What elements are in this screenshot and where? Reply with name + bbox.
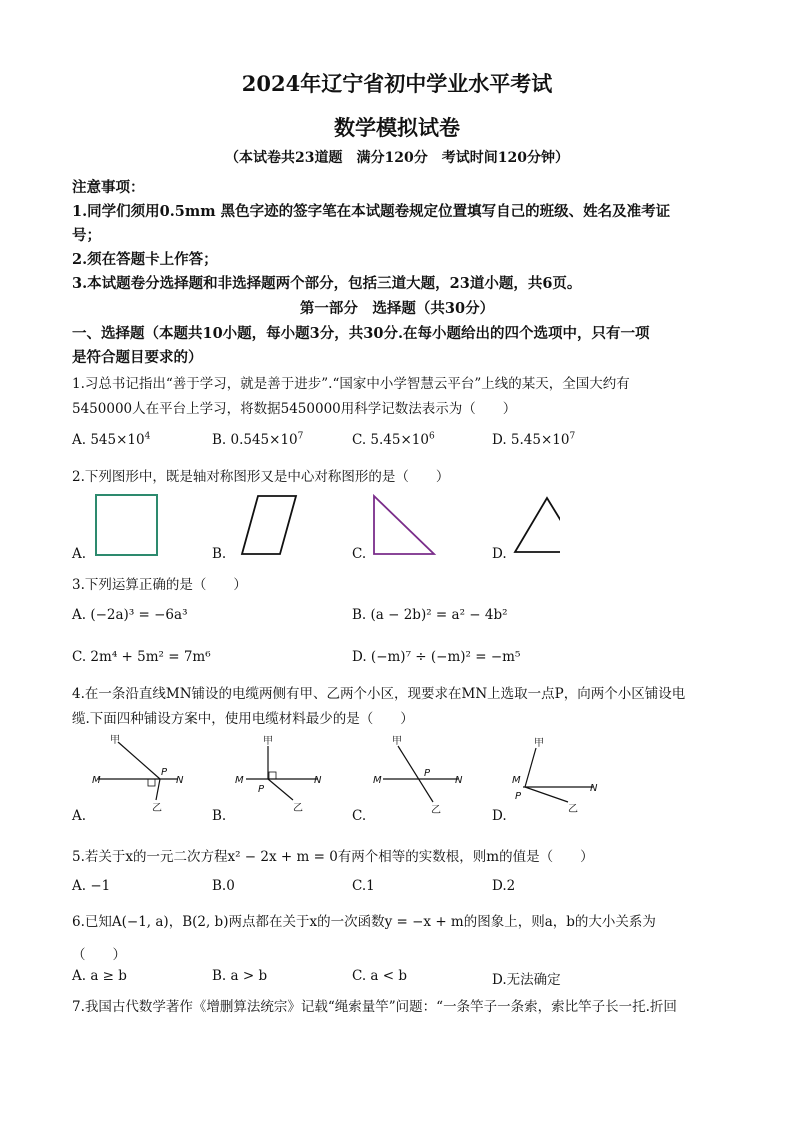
q5-stem: 5.若关于x的一元二次方程x² − 2x + m = 0有两个相等的实数根，则m的值是（ ）	[72, 849, 594, 865]
notice-item-1-line-2: 号；	[72, 227, 101, 244]
q4d-label-p: P	[515, 791, 522, 802]
q3-option-a: A. (−2a)³ = −6a³	[72, 607, 188, 623]
notice-item-2: 2.须在答题卡上作答；	[72, 251, 218, 268]
q4a-label-yi: 乙	[152, 803, 162, 814]
q2-option-c: C.	[352, 546, 367, 562]
q4c-label-jia: 甲	[392, 736, 402, 747]
q4b-label-p: P	[258, 784, 265, 795]
exam-title: 2024年辽宁省初中学业水平考试	[241, 71, 553, 96]
q3-stem: 3.下列运算正确的是（ ）	[72, 577, 247, 593]
q4-figure-c	[373, 735, 463, 816]
notice-item-1-line-1: 1.同学们须用0.5mm 黑色字迹的签字笔在本试题卷规定位置填写自己的班级、姓名及准考证	[72, 203, 671, 220]
q6-option-c: C. a < b	[352, 968, 408, 984]
q3-option-c: C. 2m⁴ + 5m² = 7m⁶	[72, 649, 211, 665]
q4-option-b: B.	[212, 808, 227, 824]
q4-figure-a	[92, 734, 184, 814]
q5-option-c: C.1	[352, 878, 375, 894]
q4b-label-m: M	[235, 775, 244, 786]
exam-subtitle: 数学模拟试卷	[334, 115, 460, 140]
q4-stem-line-1: 4.在一条沿直线MN铺设的电缆两侧有甲、乙两个小区，现要求在MN上选取一点P，向两个小区铺设电	[72, 686, 686, 702]
q4-option-c: C.	[352, 808, 367, 824]
q4d-label-n: N	[590, 783, 598, 794]
q6-stem-line-2: （ ）	[72, 947, 126, 963]
q4d-label-m: M	[512, 775, 521, 786]
q1-stem-line-1: 1.习总书记指出“善于学习，就是善于进步”.“国家中小学智慧云平台”上线的某天，全国大约有	[72, 376, 630, 392]
q5-option-a: A. −1	[72, 878, 111, 894]
q4a-label-n: N	[176, 775, 184, 786]
q2-stem: 2.下列图形中，既是轴对称图形又是中心对称图形的是（ ）	[72, 469, 450, 485]
q4c-label-yi: 乙	[431, 805, 441, 816]
notice-item-3: 3.本试题卷分选择题和非选择题两个部分，包括三道大题，23道小题，共6页。	[72, 275, 582, 292]
q1-option-a: A. $545\times 10^4$	[72, 431, 151, 448]
q4-figure-d	[512, 737, 598, 815]
section-1-line-2: 是符合题目要求的）	[72, 349, 203, 366]
q4b-label-yi: 乙	[293, 803, 303, 814]
q4d-label-jia: 甲	[534, 738, 544, 749]
exam-info: （本试卷共23道题 满分120分 考试时间120分钟）	[225, 150, 569, 166]
q2-equilateral-triangle-figure	[515, 498, 560, 552]
q4b-label-n: N	[314, 775, 322, 786]
q6-option-d: D.无法确定	[492, 972, 561, 988]
q4-stem-line-2: 缆.下面四种铺设方案中，使用电缆材料最少的是（ ）	[72, 711, 414, 727]
q4b-label-jia: 甲	[263, 736, 273, 747]
notice-heading: 注意事项：	[72, 179, 145, 196]
q4a-label-m: M	[92, 775, 101, 786]
q6-stem-line-1: 6.已知A(−1, a)，B(2, b)两点都在关于x的一次函数y = −x + m的图象上，则a，b的大小关系为	[72, 914, 656, 930]
q2-figures	[90, 490, 560, 560]
q5-option-d: D.2	[492, 878, 516, 894]
q6-option-b: B. a > b	[212, 968, 268, 984]
q4c-label-n: N	[455, 775, 463, 786]
q2-option-a: A.	[72, 546, 87, 562]
q1-option-c: C. $5.45\times 10^6$	[352, 431, 435, 448]
q2-square-figure	[96, 495, 157, 555]
q6-option-a: A. a ≥ b	[72, 968, 127, 984]
q4d-label-yi: 乙	[568, 804, 578, 815]
q4-figure-b	[235, 735, 322, 814]
q1-option-d: D. $5.45\times 10^7$	[492, 431, 576, 448]
q2-right-triangle-figure	[374, 496, 434, 554]
q4c-label-p: P	[424, 768, 431, 779]
q2-option-b: B.	[212, 546, 227, 562]
q4a-label-jia: 甲	[110, 735, 120, 746]
part-1-heading: 第一部分 选择题（共30分）	[299, 300, 495, 317]
q3-option-b: B. (a − 2b)² = a² − 4b²	[352, 607, 508, 623]
q2-parallelogram-figure	[242, 496, 296, 554]
q4-option-a: A.	[72, 808, 87, 824]
q4a-label-p: P	[161, 767, 168, 778]
q4-figures	[88, 732, 608, 822]
q5-option-b: B.0	[212, 878, 235, 894]
q4c-label-m: M	[373, 775, 382, 786]
q7-stem-line-1: 7.我国古代数学著作《增删算法统宗》记载“绳索量竿”问题：“一条竿子一条索，索比竿子长一托.折回	[72, 999, 677, 1015]
section-1-line-1: 一、选择题（本题共10小题，每小题3分，共30分.在每小题给出的四个选项中，只有一项	[72, 325, 650, 342]
q2-option-d: D.	[492, 546, 507, 562]
q1-option-b: B. $0.545\times 10^7$	[212, 431, 304, 448]
q1-stem-line-2: 5450000人在平台上学习，将数据5450000用科学记数法表示为（ ）	[72, 401, 517, 417]
q4-option-d: D.	[492, 808, 507, 824]
q3-option-d: D. (−m)⁷ ÷ (−m)² = −m⁵	[352, 649, 521, 665]
